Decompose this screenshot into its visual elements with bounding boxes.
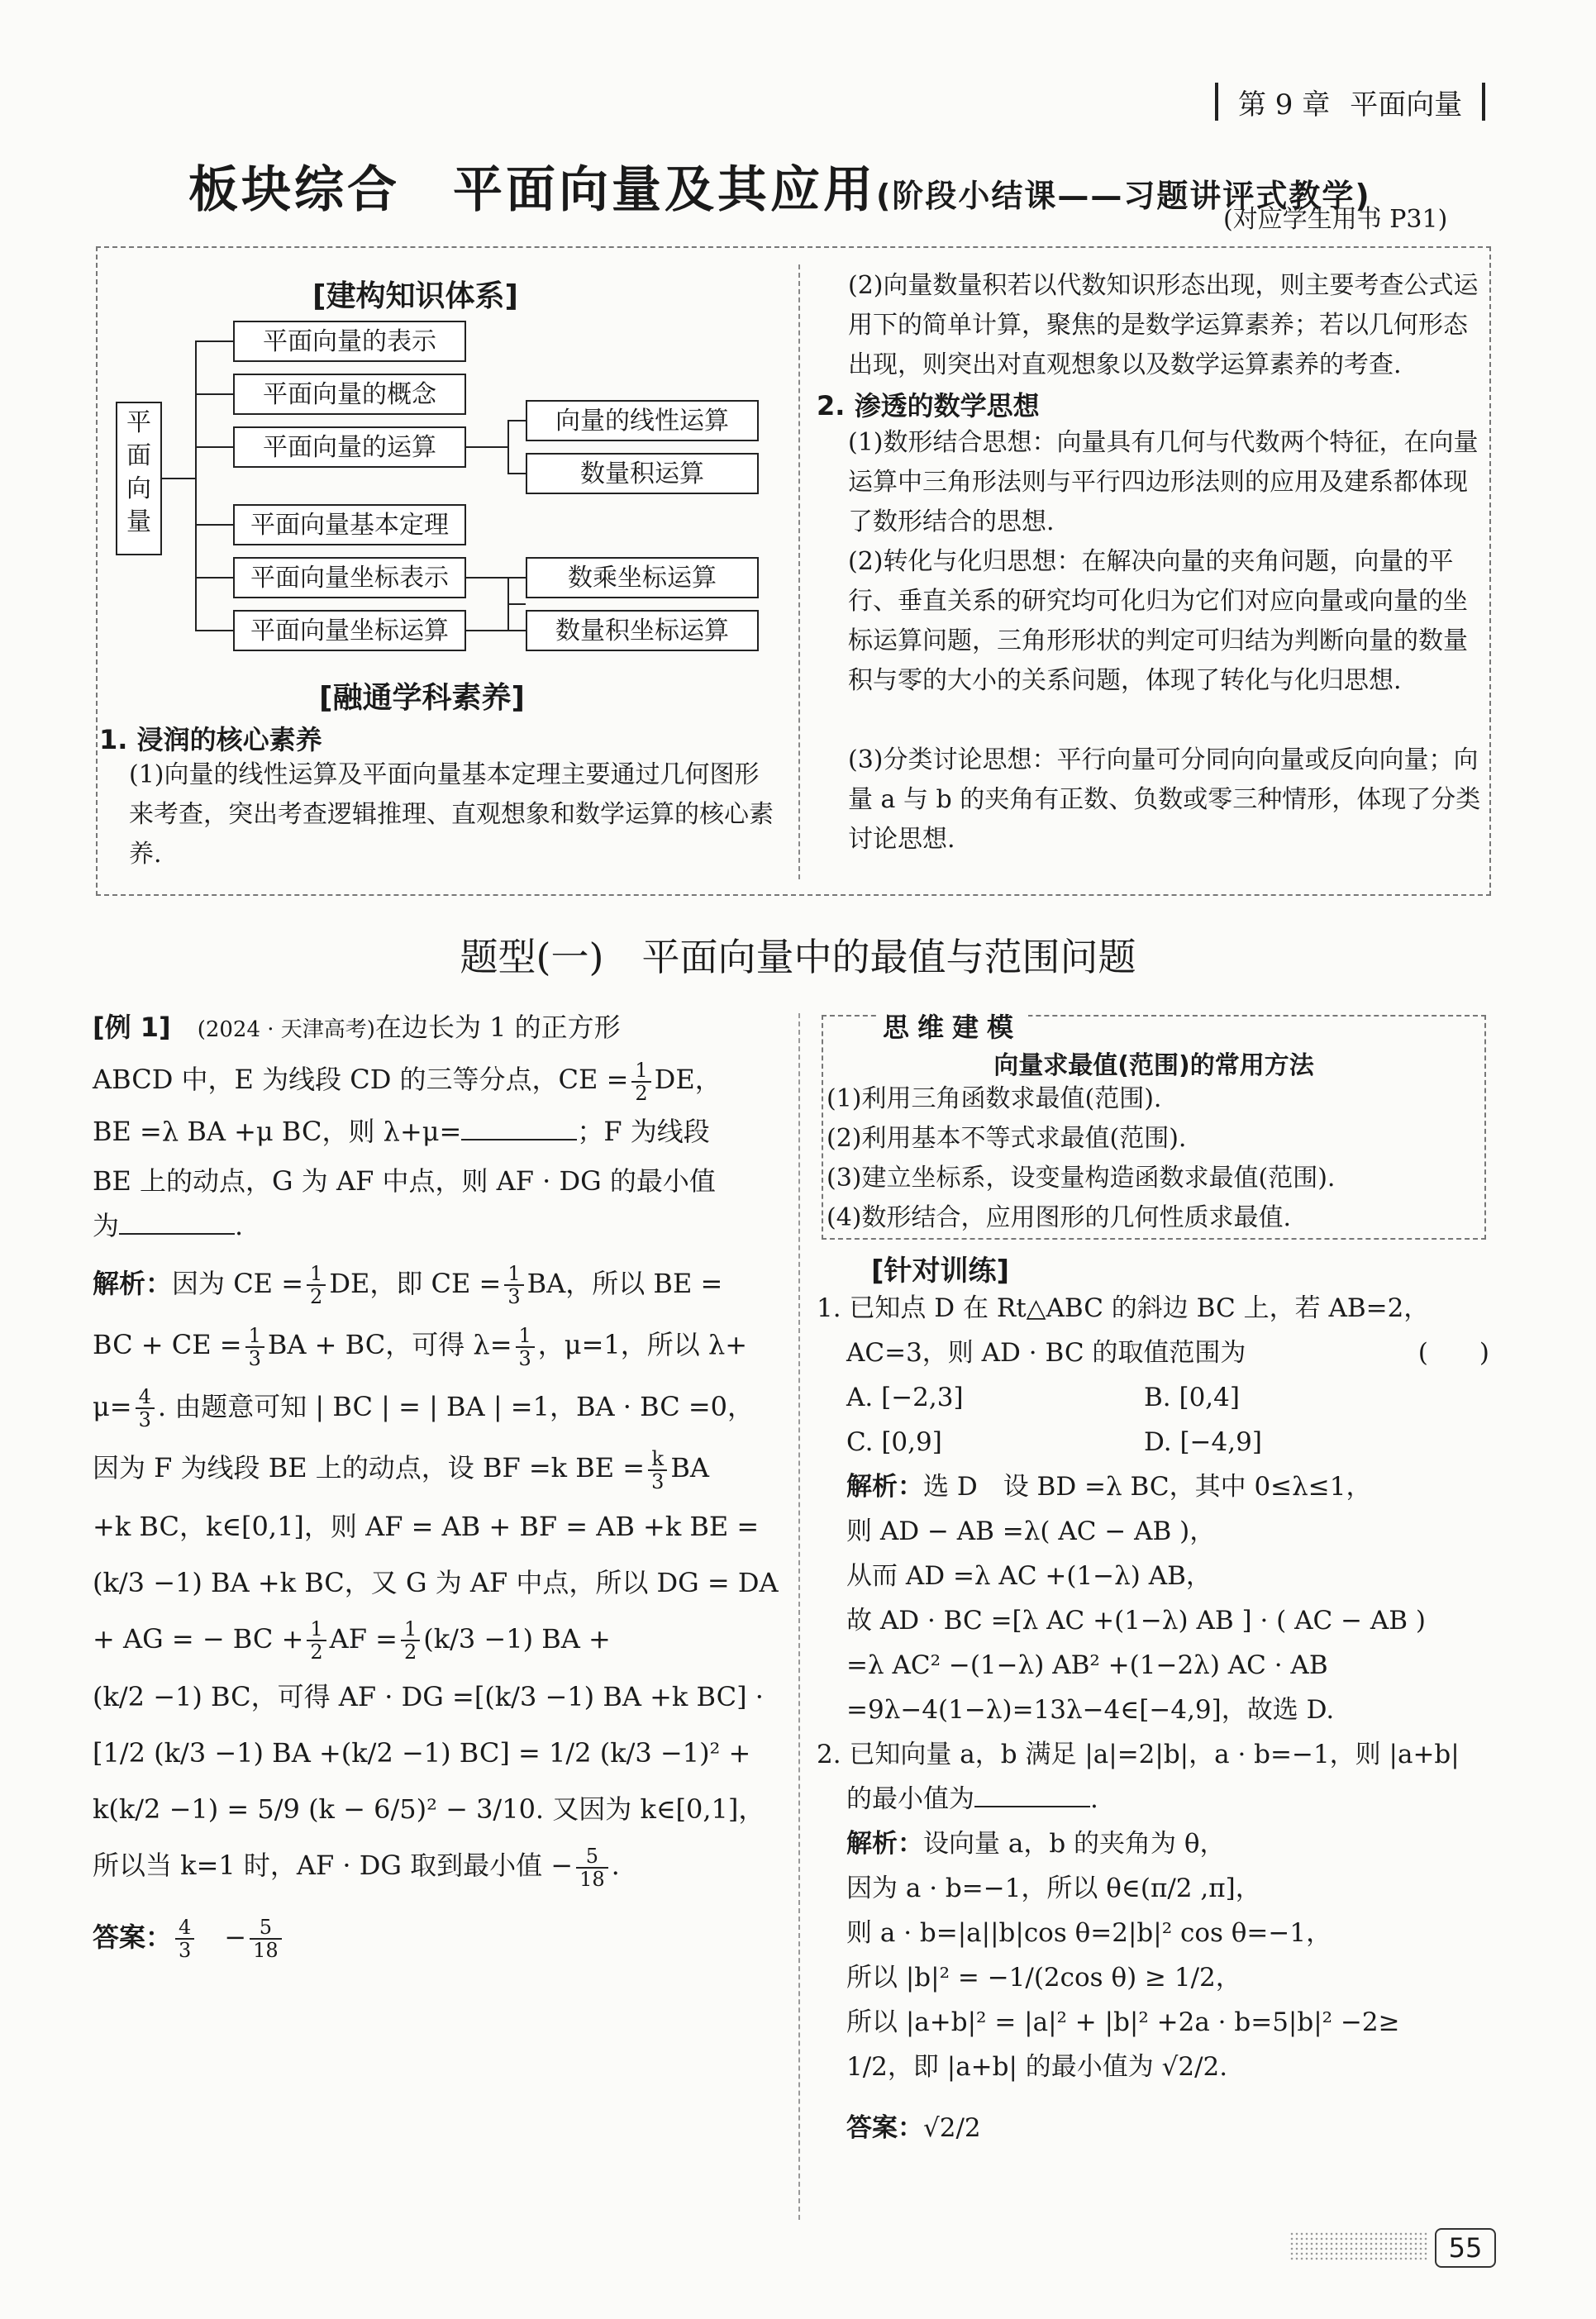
core-para-2: (2)向量数量积若以代数知识形态出现，则主要考查公式运用下的简单计算，聚焦的是数学运算素养；若以几何形态出现，则突出对直观想象以及数学运算素养的考查.	[848, 271, 1479, 379]
title-sub: (阶段小结课——习题讲评式教学)	[876, 178, 1371, 214]
tree-coord-scalar: 数乘坐标运算	[526, 557, 759, 598]
think-item-2: (2)利用基本不等式求最值(范围).	[827, 1124, 1187, 1153]
tree-node-operation: 平面向量的运算	[233, 426, 466, 468]
kb-title: [建构知识体系]	[312, 279, 518, 313]
training-answer-label: 答案：	[846, 2113, 923, 2143]
think-item-4: (4)数形结合，应用图形的几何性质求最值.	[827, 1203, 1292, 1232]
section-label: 平面向量	[1350, 88, 1463, 121]
running-header	[1215, 81, 1485, 122]
think-item-1: (1)利用三角函数求最值(范围).	[827, 1084, 1162, 1113]
option-a: A. [−2,3]	[846, 1383, 964, 1412]
think-title: 向量求最值(范围)的常用方法	[993, 1051, 1314, 1080]
literacy-title: [融通学科素养]	[319, 681, 525, 715]
training-title: [针对训练]	[871, 1255, 1010, 1288]
think-item-3: (3)建立坐标系，设变量构造函数求最值(范围).	[827, 1164, 1336, 1193]
example-q4: BE 上的动点，G 为 AF 中点，则 AF · DG 的最小值	[93, 1164, 716, 1197]
tree-node-coordinate-op: 平面向量坐标运算	[233, 610, 466, 651]
think-tag: 思维建模	[876, 1007, 1028, 1045]
page-number: 55	[1435, 2228, 1496, 2268]
training-q2: 2. 已知向量 a，b 满足 |a|=2|b|，a · b=−1，则 |a+b|	[817, 1740, 1460, 1769]
reference-note: (对应学生用书 P31)	[1223, 205, 1448, 234]
column-divider	[798, 264, 800, 879]
tree-op-dot: 数量积运算	[526, 453, 759, 494]
tree-coord-dot: 数量积坐标运算	[526, 610, 759, 651]
example-1: [例 1] (2024 · 天津高考)在边长为 1 的正方形 ABCD 中，E 为线段 CD 的三等分点，CE = $\frac{1}{2}$ DE， BE =λ BA +μ BC，则 λ+μ= ；F 为线段 BE 上的动点，G 为 AF 中点，则 AF · DG 的最小值 为 . 解析：因为 CE = $\frac{1}{2}$ DE，即 CE = $\frac{1}{3}$ BA，所以 BE = BC + CE = $\frac{1}{3}$ BA + BC，可得 λ= $\frac{1}{3}$ ，μ=1，所以 λ+ μ= $\frac{4}{3}$ . 由题意可知 | BC | = | BA | =1，BA · BC =0， 因为 F 为线段 BE 上的动点，设 BF =k BE = $\frac{k}{3}$ BA +k BC，k∈[0,1]，则 AF = AB + BF = AB +k BE = (k/3 −1) BA +k BC，又 G 为 AF 中点，所以 DG = DA + AG = − BC + $\frac{1}{2}$ AF = $\frac{1}{2}$ (k/3 −1) BA + (k/2 −1) BC，可得 AF · DG =[(k/3 −1) BA +k BC] · [1/2 (k/3 −1) BA +(k/2 −1) BC] = 1/2 (k/3 −1)² + k(k/2 −1) = 5/9 (k − 6/5)² − 3/10. 又因为 k∈[0,1]， 所以当 k=1 时，AF · DG 取到最小值 − $\frac{5}{18}$ . 答案： $\frac{4}{3}$ − $\frac{5}{18}$	[93, 1012, 779, 1962]
example-q2: ABCD 中，E 为线段 CD 的三等分点，CE =	[93, 1064, 629, 1095]
page-title	[188, 150, 1371, 221]
main-column-divider	[798, 1013, 800, 2220]
idea-para-1: (1)数形结合思想：向量具有几何与代数两个特征，在向量运算中三角形法则与平行四边形法则的应用及建系都体现了数形结合的思想.	[848, 428, 1479, 536]
footer-dots	[1289, 2231, 1428, 2261]
title-main: 板块综合 平面向量及其应用	[188, 161, 876, 219]
question-type-title: 题型(一) 平面向量中的最值与范围问题	[460, 935, 1136, 979]
tree-root: 平面向量	[116, 402, 162, 555]
option-d: D. [−4,9]	[1144, 1427, 1262, 1457]
idea-para-3: (3)分类讨论思想：平行向量可分同向向量或反向向量；向量 a 与 b 的夹角有正数、负数或零三种情形，体现了分类讨论思想.	[848, 745, 1481, 854]
core-para-1: (1)向量的线性运算及平面向量基本定理主要通过几何图形来考查，突出考查逻辑推理、直观想象和数学运算的核心素养.	[129, 760, 774, 869]
answer-label: 答案：	[93, 1921, 173, 1953]
example-q1: 在边长为 1 的正方形	[374, 1012, 621, 1043]
example-source: (2024 · 天津高考)	[197, 1017, 375, 1042]
training-answer: √2/2	[923, 2113, 981, 2143]
tree-node-representation: 平面向量的表示	[233, 321, 466, 362]
example-q3: BE =λ BA +μ BC，则 λ+μ=	[93, 1115, 462, 1147]
option-c: C. [0,9]	[846, 1427, 942, 1457]
option-b: B. [0,4]	[1144, 1383, 1240, 1412]
tree-op-linear: 向量的线性运算	[526, 400, 759, 441]
solution-label: 解析：	[93, 1267, 173, 1299]
example-label: [例 1]	[93, 1012, 171, 1043]
chapter-label: 第 9 章	[1238, 88, 1331, 121]
idea-title: 2. 渗透的数学思想	[817, 390, 1040, 421]
tree-node-coordinate-repr: 平面向量坐标表示	[233, 557, 466, 598]
tree-node-basic-theorem: 平面向量基本定理	[233, 504, 466, 545]
training-q1: 1. 已知点 D 在 Rt△ABC 的斜边 BC 上，若 AB=2，	[817, 1293, 1430, 1323]
idea-para-2: (2)转化与化归思想：在解决向量的夹角问题，向量的平行、垂直关系的研究均可化归为它们对应向量或向量的坐标运算问题，三角形形状的判定可归结为判断向量的数量积与零的大小的关系问题，体现了转化与化归思想.	[848, 547, 1468, 695]
core-title: 1. 浸润的核心素养	[99, 724, 322, 755]
tree-node-concept: 平面向量的概念	[233, 374, 466, 415]
think-items	[827, 1079, 1335, 1238]
training-section: 1. 已知点 D 在 Rt△ABC 的斜边 BC 上，若 AB=2， AC=3，则 AD · BC 的取值范围为 ( ) A. [−2,3] B. [0,4] C. [0,9] D. [−4,9] 解析：选 D 设 BD =λ BC，其中 0≤λ≤1， 则 AD − AB =λ( AC − AB )， 从而 AD =λ AC +(1−λ) AB， 故 AD · BC =[λ AC +(1−λ) AB ] · ( AC − AB ) =λ AC² −(1−λ) AB² +(1−2λ) AC · AB =9λ−4(1−λ)=13λ−4∈[−4,9]，故选 D. 2. 已知向量 a，b 满足 |a|=2|b|，a · b=−1，则 |a+b| 的最小值为 . 解析：设向量 a，b 的夹角为 θ， 因为 a · b=−1，所以 θ∈(π/2 ,π]， 则 a · b=|a||b|cos θ=2|b|² cos θ=−1， 所以 |b|² = −1/(2cos θ) ≥ 1/2， 所以 |a+b|² = |a|² + |b|² +2a · b=5|b|² −2≥ 1/2，即 |a+b| 的最小值为 √2/2. 答案：√2/2	[817, 1286, 1494, 2150]
